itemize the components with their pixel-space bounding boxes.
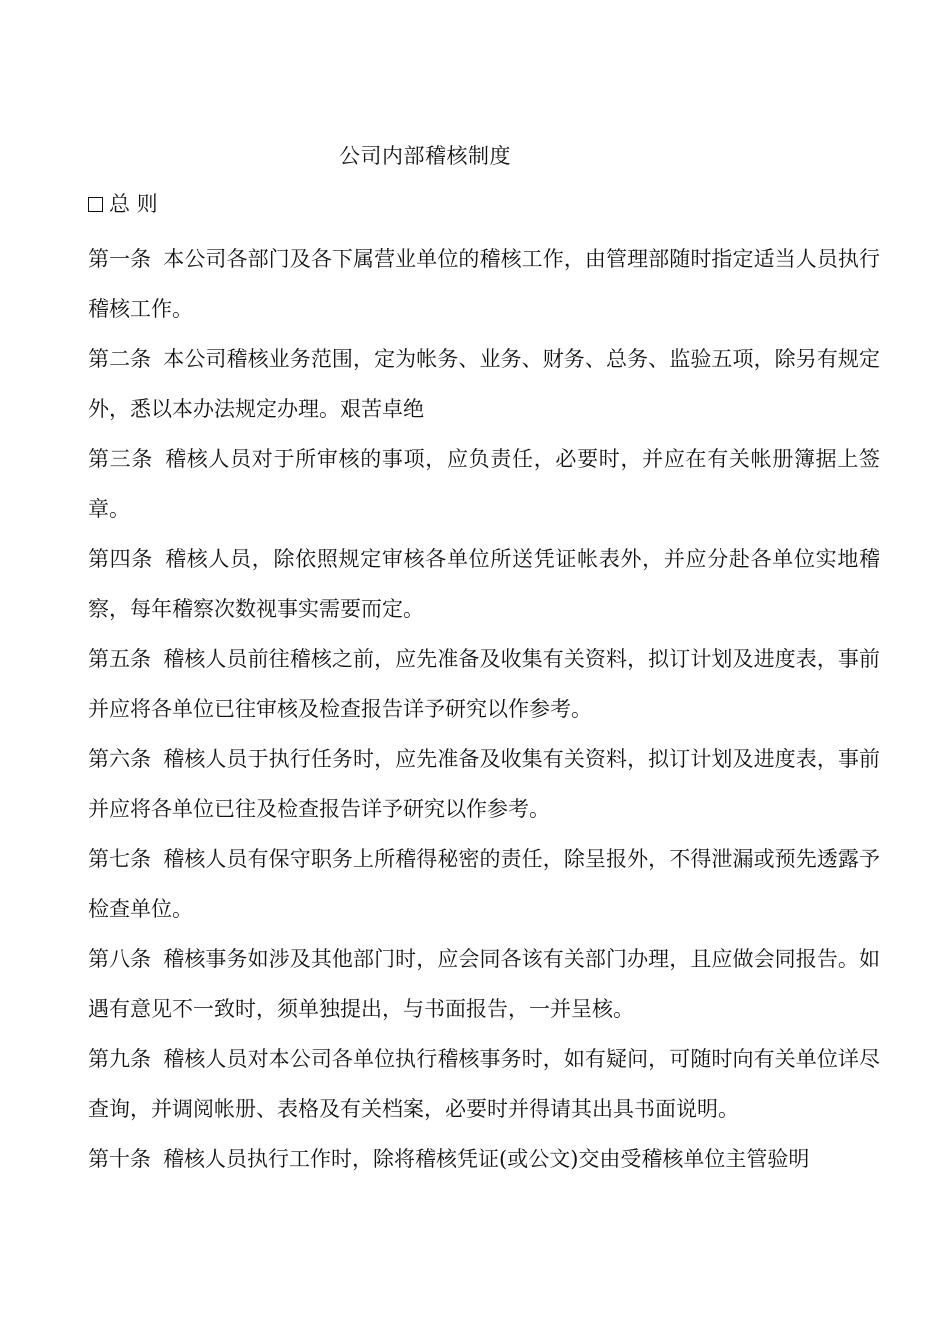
article-list xyxy=(88,234,880,1184)
article-text: 稽核人员有保守职务上所稽得秘密的责任，除呈报外，不得泄漏或预先透露予检查单位。 xyxy=(88,847,880,921)
section-heading xyxy=(88,188,158,220)
article-text: 稽核事务如涉及其他部门时，应会同各该有关部门办理，且应做会同报告。如遇有意见不一致时，须单独提出，与书面报告，一并呈核。 xyxy=(88,947,880,1021)
section-heading-text: 总 则 xyxy=(109,192,158,216)
article-number: 第二条 xyxy=(88,347,152,371)
article-text: 本公司各部门及各下属营业单位的稽核工作，由管理部随时指定适当人员执行稽核工作。 xyxy=(88,247,880,321)
article-text: 稽核人员对本公司各单位执行稽核事务时，如有疑问，可随时向有关单位详尽查询，并调阅帐册、表格及有关档案，必要时并得请其出具书面说明。 xyxy=(88,1047,880,1121)
article-6 xyxy=(88,734,880,834)
article-7 xyxy=(88,834,880,934)
article-text: 稽核人员，除依照规定审核各单位所送凭证帐表外，并应分赴各单位实地稽察，每年稽察次数视事实需要而定。 xyxy=(88,547,881,621)
article-8 xyxy=(88,934,880,1034)
article-text: 稽核人员执行工作时，除将稽核凭证(或公文)交由受稽核单位主管验明 xyxy=(163,1147,810,1171)
article-number: 第七条 xyxy=(88,847,152,871)
article-number: 第六条 xyxy=(88,747,152,771)
article-number: 第五条 xyxy=(88,647,152,671)
article-1 xyxy=(88,234,880,334)
article-3 xyxy=(88,434,880,534)
article-number: 第四条 xyxy=(88,547,154,571)
article-10 xyxy=(88,1134,880,1184)
article-9 xyxy=(88,1034,880,1134)
article-5 xyxy=(88,634,880,734)
document-title: 公司内部稽核制度 xyxy=(339,144,511,168)
article-text: 本公司稽核业务范围，定为帐务、业务、财务、总务、监验五项，除另有规定外，悉以本办法规定办理。艰苦卓绝 xyxy=(88,347,880,421)
article-4 xyxy=(88,534,880,634)
article-number: 第三条 xyxy=(88,447,154,471)
article-text: 稽核人员于执行任务时，应先准备及收集有关资料，拟订计划及进度表，事前并应将各单位已往及检查报告详予研究以作参考。 xyxy=(88,747,880,821)
article-number: 第一条 xyxy=(88,247,152,271)
article-number: 第十条 xyxy=(88,1147,151,1171)
article-text: 稽核人员对于所审核的事项，应负责任，必要时，并应在有关帐册簿据上签章。 xyxy=(88,447,881,521)
article-text: 稽核人员前往稽核之前，应先准备及收集有关资料，拟订计划及进度表，事前并应将各单位已往审核及检查报告详予研究以作参考。 xyxy=(88,647,880,721)
checkbox-square-icon xyxy=(88,197,103,212)
article-2 xyxy=(88,334,880,434)
article-number: 第九条 xyxy=(88,1047,152,1071)
article-number: 第八条 xyxy=(88,947,152,971)
